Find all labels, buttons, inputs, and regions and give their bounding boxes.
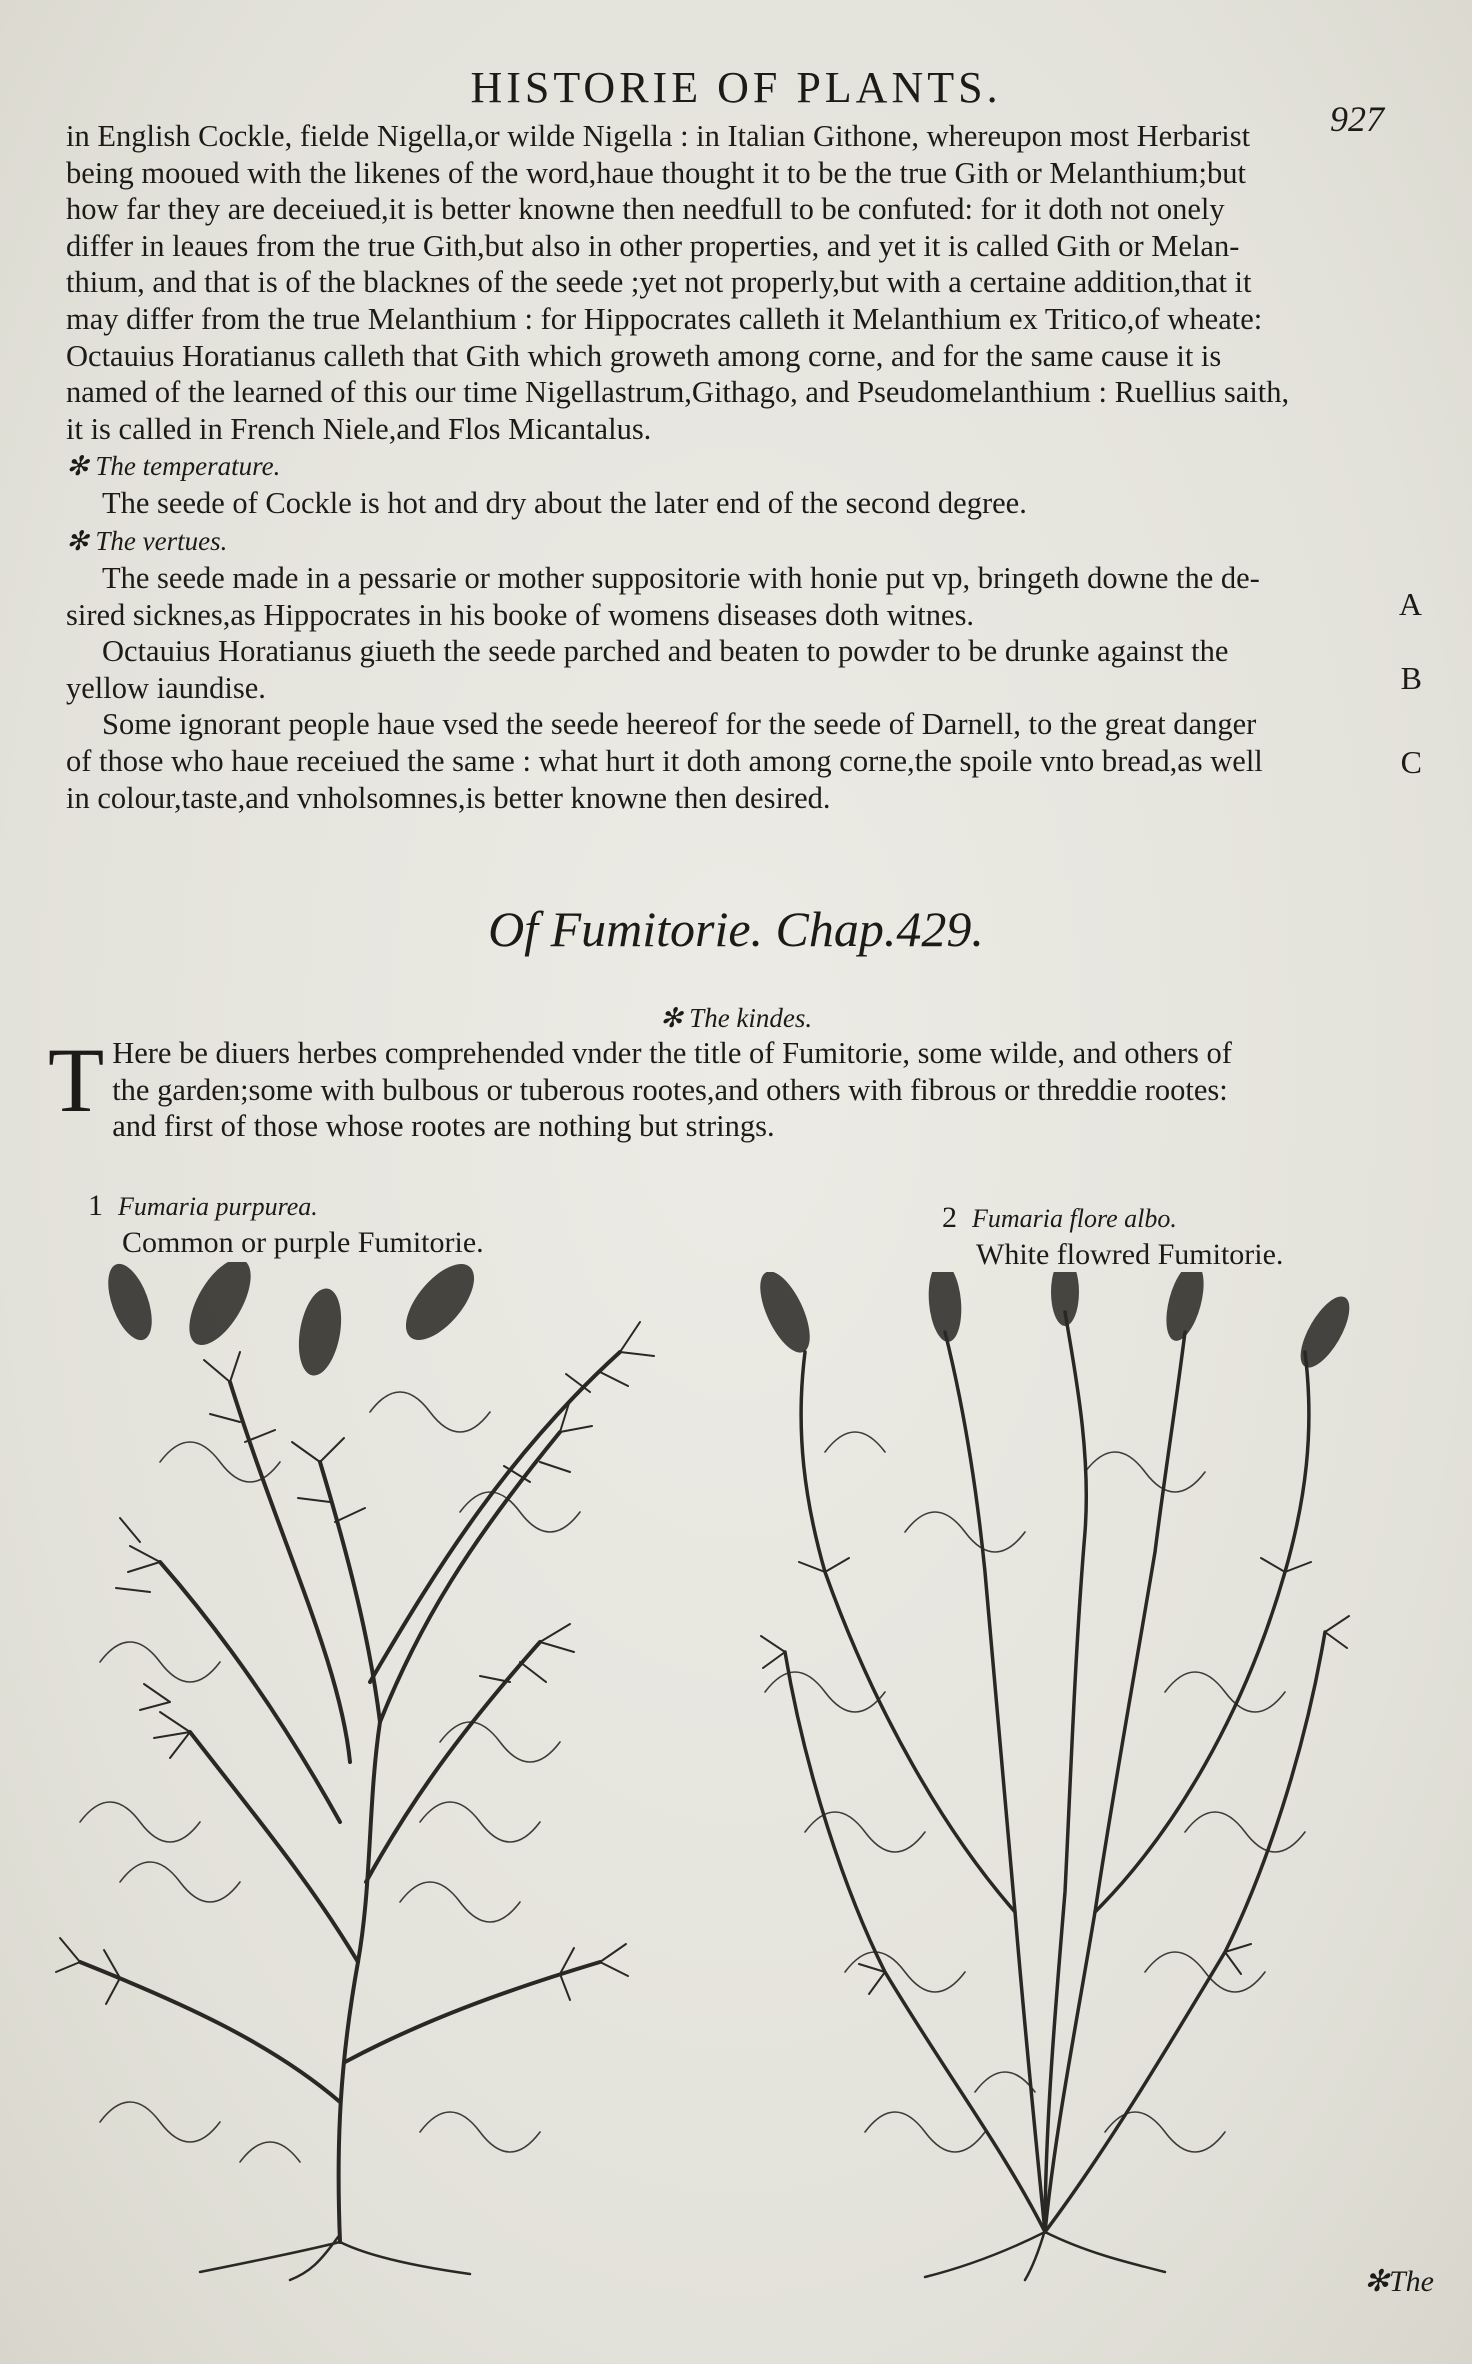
text-line: how far they are deceiued,it is better knowne then needfull to be confuted: for it doth not onely [66, 192, 1225, 227]
text-line: of those who haue receiued the same : what hurt it doth among corne,the spoile vnto bread,as well [66, 743, 1263, 778]
figure-latin-name: Fumaria purpurea. [118, 1192, 318, 1221]
purple-fumitorie-woodcut [40, 1262, 680, 2282]
vertue-b-paragraph [66, 633, 1392, 706]
text-line: thium, and that is of the blacknes of the seede ;yet not properly,but with a certaine addition,that it [66, 265, 1252, 300]
text-line: and first of those whose rootes are nothing but strings. [112, 1109, 775, 1144]
text-line: The seede of Cockle is hot and dry about the later end of the second degree. [102, 486, 1027, 521]
white-fumitorie-woodcut [745, 1272, 1375, 2282]
text-line: differ in leaues from the true Gith,but also in other properties, and yet it is called Gith or Melan- [66, 228, 1240, 263]
text-line: yellow iaundise. [66, 670, 266, 705]
kindes-heading: ✻ The kindes. [659, 1003, 813, 1033]
text-line: may differ from the true Melanthium : for Hippocrates calleth it Melanthium ex Tritico,of wheate: [66, 301, 1263, 336]
text-line: being mooued with the likenes of the word,haue thought it to be the true Gith or Melanthium;but [66, 155, 1246, 190]
figure-2-caption [942, 1200, 1283, 1273]
kindes-paragraph [48, 1029, 1388, 1145]
text-line: The seede made in a pessarie or mother suppositorie with honie put vp, bringeth downe the de- [102, 560, 1260, 595]
text-line: Octauius Horatianus calleth that Gith which groweth among corne, and for the same cause it is [66, 338, 1222, 373]
text-line: sired sicknes,as Hippocrates in his booke of womens diseases doth witnes. [66, 597, 975, 632]
drop-cap: T [48, 1029, 105, 1131]
figure-english-name: Common or purple Fumitorie. [122, 1226, 484, 1259]
running-head: HISTORIE OF PLANTS. [470, 63, 1002, 112]
figure-1-caption [88, 1188, 484, 1261]
chapter-title: Of Fumitorie. Chap.429. [488, 901, 984, 957]
text-line: in English Cockle, fielde Nigella,or wilde Nigella : in Italian Githone, whereupon most Herbarist [66, 119, 1251, 153]
text-line: in colour,taste,and vnholsomnes,is better knowne then desired. [66, 780, 831, 815]
figure-number: 1 [88, 1189, 103, 1222]
text-line: the garden;some with bulbous or tuberous rootes,and others with fibrous or threddie rootes: [112, 1072, 1228, 1107]
figure-latin-name: Fumaria flore albo. [972, 1204, 1177, 1233]
temperature-paragraph [66, 485, 1392, 522]
cockle-text-block [66, 118, 1392, 816]
text-line: Octauius Horatianus giueth the seede parched and beaten to powder to be drunke against the [102, 634, 1229, 669]
figure-number: 2 [942, 1201, 957, 1234]
catchword: ✻The [1363, 2265, 1434, 2298]
margin-letter-c: C [1400, 744, 1422, 780]
vertue-c-paragraph [66, 706, 1392, 816]
text-line: Here be diuers herbes comprehended vnder the title of Fumitorie, some wilde, and others of [112, 1036, 1232, 1070]
page-number: 927 [1330, 99, 1384, 139]
temperature-heading: ✻ The temperature. [66, 451, 281, 482]
vertues-heading: ✻ The vertues. [66, 525, 228, 556]
text-line: named of the learned of this our time Nigellastrum,Githago, and Pseudomelanthium : Ruellius saith, [66, 375, 1290, 410]
cockle-names-paragraph [66, 118, 1392, 447]
text-line: it is called in French Niele,and Flos Micantalus. [66, 411, 652, 446]
text-line: Some ignorant people haue vsed the seede heereof for the seede of Darnell, to the great danger [102, 707, 1257, 742]
margin-letter-a: A [1398, 586, 1422, 622]
vertue-a-paragraph [66, 560, 1392, 633]
figure-english-name: White flowred Fumitorie. [976, 1238, 1284, 1271]
margin-letter-b: B [1400, 660, 1422, 696]
